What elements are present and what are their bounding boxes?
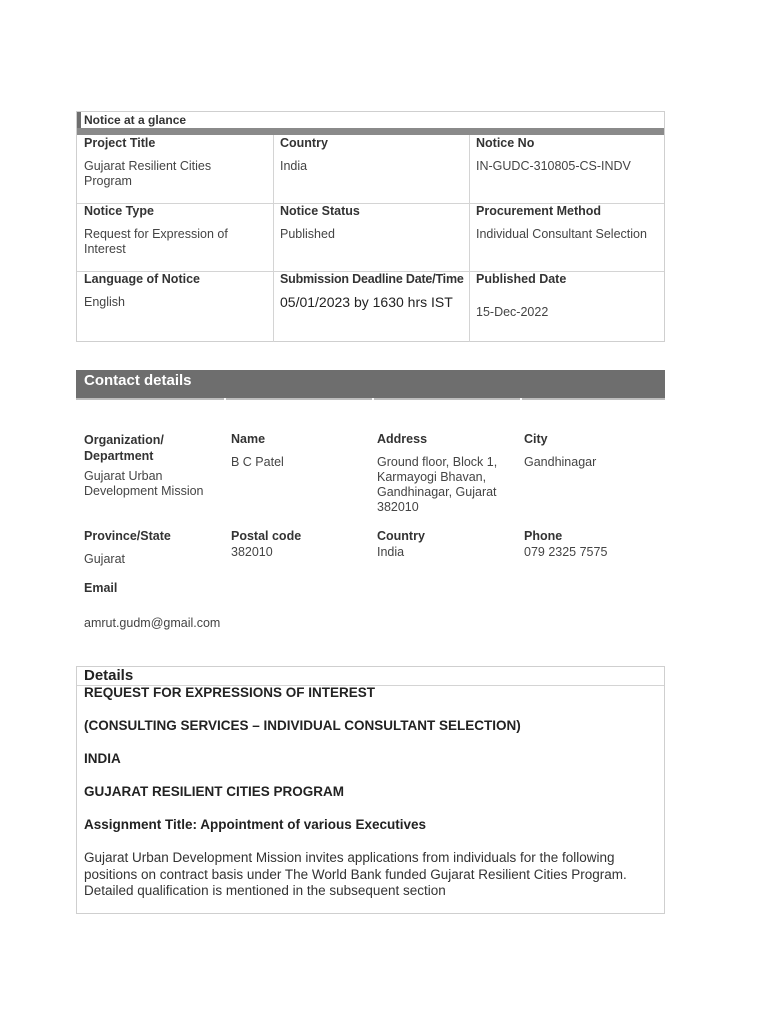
address-value: Ground floor, Block 1, Karmayogi Bhavan, Gandhinagar, Gujarat 382010	[377, 455, 498, 514]
address-label: Address	[377, 432, 428, 446]
published-date-label: Published Date	[476, 272, 567, 286]
organization-label: Organization/ Department	[84, 433, 164, 463]
contact-details-header	[76, 370, 665, 398]
postal-code-value: 382010	[231, 545, 273, 559]
contact-details-title: Contact details	[84, 372, 192, 389]
details-body-text: Gujarat Urban Development Mission invites applications from individuals for the following positions on contract basis under The World Bank funded Gujarat Resilient Cities Program. Detailed qualification is mentioned in the subsequent section	[84, 850, 627, 898]
column-divider	[469, 135, 470, 342]
country-value: India	[280, 159, 308, 173]
organization-value: Gujarat Urban Development Mission	[84, 469, 204, 498]
province-value: Gujarat	[84, 552, 125, 566]
phone-value: 079 2325 7575	[524, 545, 608, 559]
notice-type-label: Notice Type	[84, 204, 154, 218]
panel-header-strip	[77, 128, 664, 135]
notice-status-value: Published	[280, 227, 335, 241]
postal-code-label: Postal code	[231, 529, 302, 543]
province-label: Province/State	[84, 529, 171, 543]
project-title-value: Gujarat Resilient Cities Program	[84, 159, 212, 188]
city-value: Gandhinagar	[524, 455, 597, 469]
notice-no-label: Notice No	[476, 136, 535, 150]
published-date-value: 15-Dec-2022	[476, 305, 549, 319]
language-value: English	[84, 295, 125, 309]
submission-deadline-value: 05/01/2023 by 1630 hrs IST	[280, 294, 453, 310]
details-heading-country: INDIA	[84, 751, 121, 766]
contact-country-value: India	[377, 545, 405, 559]
project-title-label: Project Title	[84, 136, 156, 150]
notice-type-value: Request for Expression of Interest	[84, 227, 228, 256]
city-label: City	[524, 432, 548, 446]
email-value[interactable]: amrut.gudm@gmail.com	[84, 616, 221, 630]
notice-status-label: Notice Status	[280, 204, 360, 218]
phone-label: Phone	[524, 529, 563, 543]
column-divider	[273, 135, 274, 342]
name-value: B C Patel	[231, 455, 284, 469]
details-heading-request: REQUEST FOR EXPRESSIONS OF INTEREST	[84, 685, 376, 700]
details-assignment-title: Assignment Title: Appointment of various Executives	[84, 817, 427, 832]
glance-title: Notice at a glance	[84, 113, 187, 127]
contact-country-label: Country	[377, 529, 425, 543]
procurement-method-value: Individual Consultant Selection	[476, 227, 647, 241]
name-label: Name	[231, 432, 266, 446]
details-heading-consulting: (CONSULTING SERVICES – INDIVIDUAL CONSULTANT SELECTION)	[84, 718, 521, 733]
details-title: Details	[84, 667, 134, 684]
submission-deadline-label: Submission Deadline Date/Time	[280, 272, 464, 286]
email-label: Email	[84, 581, 118, 595]
procurement-method-label: Procurement Method	[476, 204, 602, 218]
contact-header-underline	[76, 398, 665, 401]
language-label: Language of Notice	[84, 272, 200, 286]
panel-left-accent	[77, 112, 81, 129]
notice-no-value: IN-GUDC-310805-CS-INDV	[476, 159, 631, 173]
details-heading-program: GUJARAT RESILIENT CITIES PROGRAM	[84, 784, 345, 799]
country-label: Country	[280, 136, 328, 150]
